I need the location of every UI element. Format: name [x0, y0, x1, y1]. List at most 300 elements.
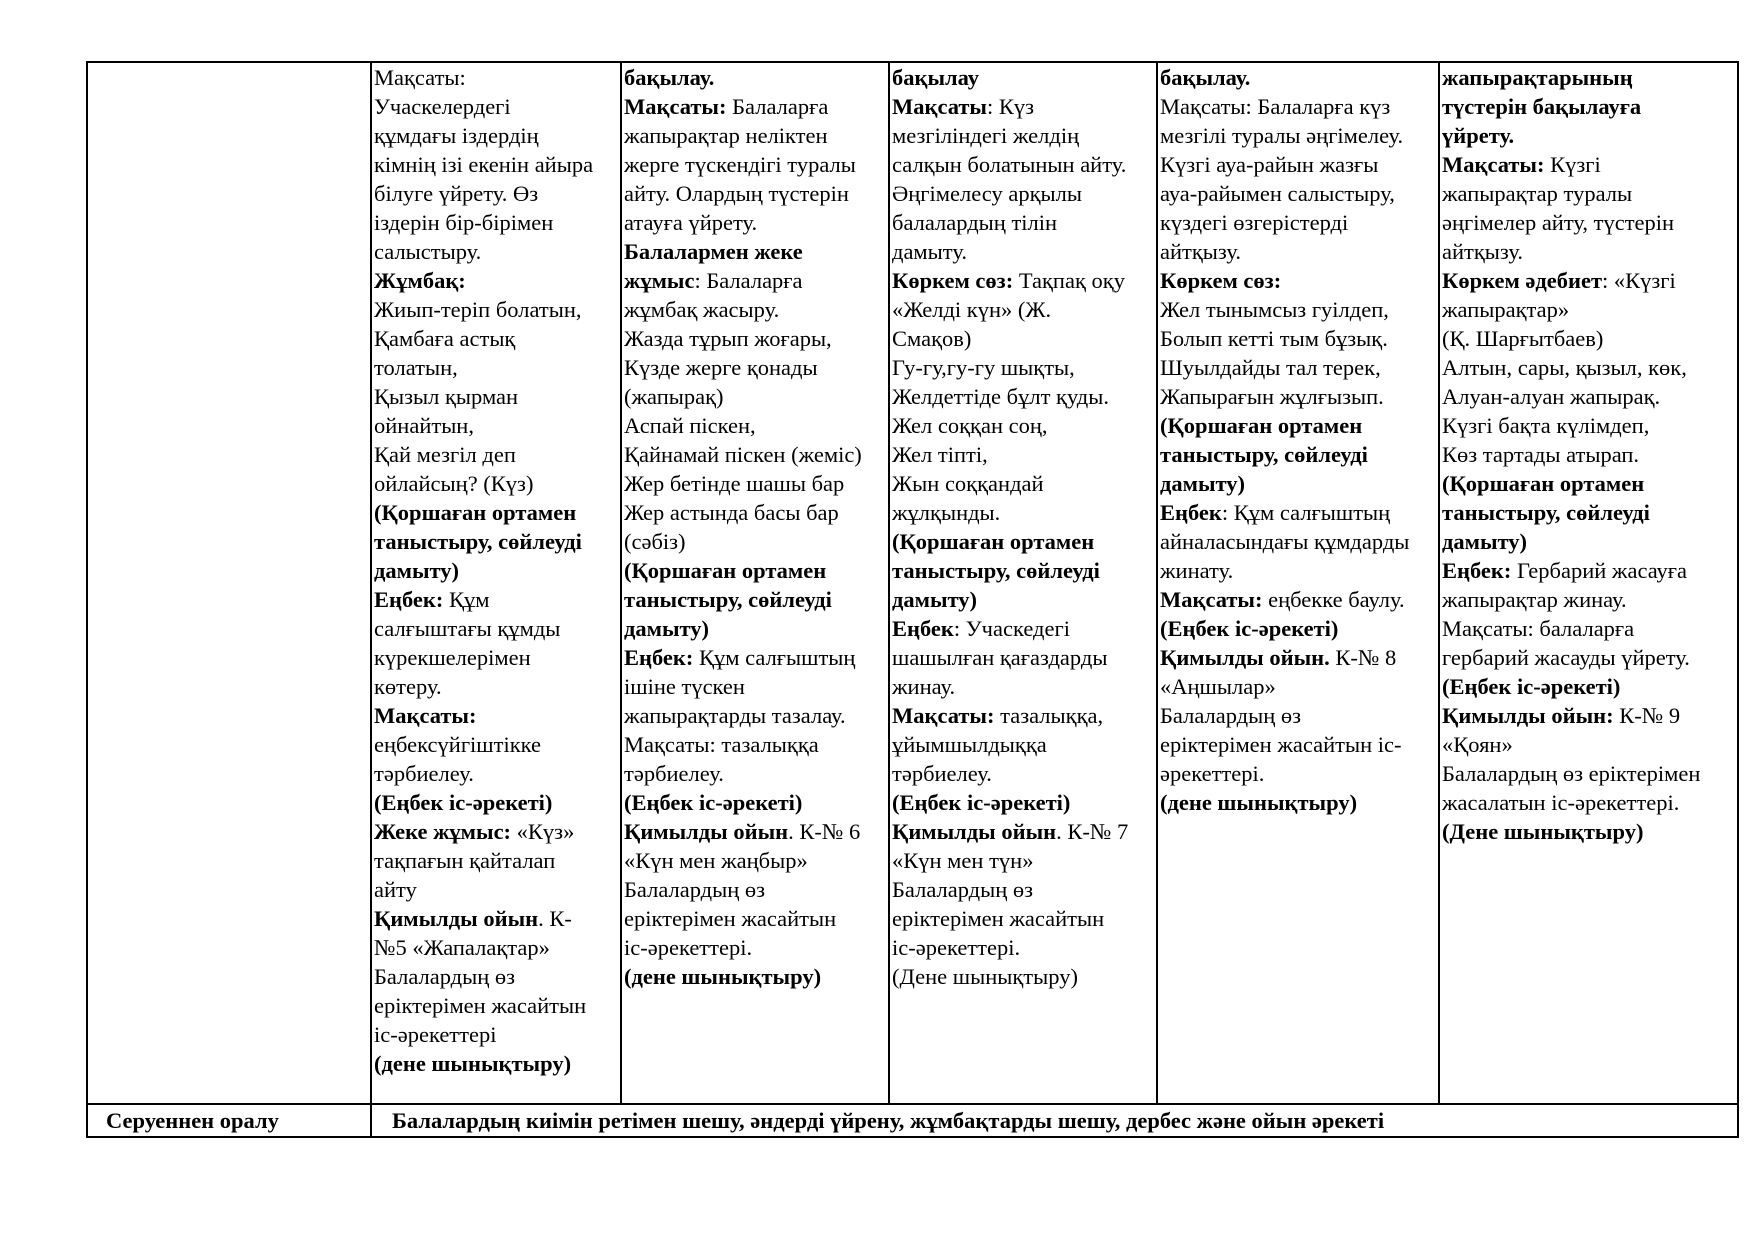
- return-label: Серуеннен оралу: [106, 1108, 279, 1133]
- text-line: [892, 440, 1156, 469]
- text-line: [1160, 672, 1438, 701]
- text-segment: жапырақтар жинау.: [1442, 587, 1627, 612]
- bold-segment: Көркем әдебиет: [1442, 268, 1603, 293]
- text-segment: : Құм салғыштың: [1221, 500, 1391, 525]
- bold-segment: (Қоршаған ортамен: [624, 558, 827, 583]
- bold-segment: Қимылды ойын.: [1160, 645, 1330, 670]
- text-segment: айналасындағы құмдарды: [1160, 529, 1410, 554]
- text-segment: Балалардың өз: [892, 877, 1034, 902]
- text-line: [892, 846, 1156, 875]
- text-segment: іс-әрекеттері: [374, 1022, 497, 1047]
- text-line: [374, 933, 620, 962]
- bold-segment: (дене шынықтыру): [374, 1051, 572, 1076]
- day-cell-1: [371, 62, 621, 1104]
- text-segment: іс-әрекеттері.: [624, 935, 753, 960]
- text-line: [374, 353, 620, 382]
- text-segment: Желдеттіде бұлт қуды.: [892, 384, 1109, 409]
- bold-segment: (Еңбек іс-әрекеті): [1160, 616, 1339, 641]
- text-line: [374, 295, 620, 324]
- bold-segment: Жеке жұмыс:: [374, 819, 512, 844]
- text-segment: Жапырағын жұлғызып.: [1160, 384, 1384, 409]
- text-line: [1442, 788, 1737, 817]
- text-segment: Алуан-алуан жапырақ.: [1442, 384, 1661, 409]
- text-line: [624, 585, 888, 614]
- bold-segment: бақылау: [892, 65, 980, 90]
- text-line: [1442, 150, 1737, 179]
- bold-segment: Көркем сөз:: [1160, 268, 1282, 293]
- text-segment: Алтын, сары, қызыл, көк,: [1442, 355, 1687, 380]
- text-line: [374, 208, 620, 237]
- bold-segment: Жұмбақ:: [374, 268, 466, 293]
- text-line: [1160, 266, 1438, 295]
- text-line: [374, 382, 620, 411]
- text-segment: жерге түскендігі туралы: [624, 152, 856, 177]
- text-line: [1160, 701, 1438, 730]
- text-segment: салғыштағы құмды: [374, 616, 561, 641]
- text-line: [892, 672, 1156, 701]
- text-segment: ауа-райымен салыстыру,: [1160, 181, 1395, 206]
- bold-segment: таныстыру, сөйлеуді: [624, 587, 832, 612]
- text-segment: Балалардың өз еріктерімен: [1442, 761, 1701, 786]
- bold-segment: Көркем сөз:: [892, 268, 1014, 293]
- text-segment: салыстыру.: [374, 239, 482, 264]
- text-segment: Күзгі бақта күлімдеп,: [1442, 413, 1650, 438]
- bold-segment: дамыту): [1160, 471, 1246, 496]
- text-line: [624, 150, 888, 179]
- text-line: [1442, 556, 1737, 585]
- text-segment: (Қ. Шарғытбаев): [1442, 326, 1604, 351]
- text-line: [892, 411, 1156, 440]
- text-line: [624, 672, 888, 701]
- text-segment: : Учаскедегі: [953, 616, 1070, 641]
- bold-segment: (Еңбек іс-әрекеті): [892, 790, 1071, 815]
- text-line: [374, 440, 620, 469]
- text-segment: Учаскелердегі: [374, 94, 511, 119]
- text-line: [1160, 179, 1438, 208]
- text-line: [1442, 672, 1737, 701]
- text-line: [374, 150, 620, 179]
- text-line: [1442, 295, 1737, 324]
- text-segment: көтеру.: [374, 674, 442, 699]
- text-line: [374, 846, 620, 875]
- text-line: [1442, 121, 1737, 150]
- text-segment: Жер бетінде шашы бар: [624, 471, 845, 496]
- text-line: [892, 556, 1156, 585]
- text-line: [1442, 92, 1737, 121]
- schedule-table: [86, 61, 1739, 1138]
- text-line: [1160, 614, 1438, 643]
- return-from-walk-row: [87, 1104, 1738, 1137]
- text-segment: жұлқынды.: [892, 500, 1001, 525]
- text-segment: Әңгімелесу арқылы: [892, 181, 1082, 206]
- text-segment: салқын болатынын айту.: [892, 152, 1127, 177]
- text-segment: (Дене шынықтыру): [892, 964, 1078, 989]
- text-segment: Жел тіпті,: [892, 442, 988, 467]
- text-line: [624, 556, 888, 585]
- text-line: [624, 208, 888, 237]
- text-segment: Жиып-теріп болатын,: [374, 297, 582, 322]
- text-line: [624, 121, 888, 150]
- text-segment: құмдағы іздердің: [374, 123, 539, 148]
- text-segment: : Балаларға: [694, 268, 803, 293]
- text-segment: Балаларға: [726, 94, 829, 119]
- text-line: [624, 962, 888, 991]
- text-line: [1442, 585, 1737, 614]
- return-label-cell: [87, 1104, 371, 1137]
- bold-segment: (Еңбек іс-әрекеті): [624, 790, 803, 815]
- text-line: [1160, 556, 1438, 585]
- text-segment: іздерін бір-бірімен: [374, 210, 554, 235]
- text-segment: атауға үйрету.: [624, 210, 758, 235]
- bold-segment: (Қоршаған ортамен: [892, 529, 1095, 554]
- bold-segment: жапырақтарының: [1442, 65, 1633, 90]
- text-segment: ойлайсың? (Күз): [374, 471, 534, 496]
- text-line: [624, 92, 888, 121]
- text-segment: ішіне түскен: [624, 674, 745, 699]
- text-segment: гербарий жасауды үйрету.: [1442, 645, 1690, 670]
- text-segment: күздегі өзгерістерді: [1160, 210, 1349, 235]
- text-segment: жапырақтар неліктен: [624, 123, 828, 148]
- text-segment: Гу-гу,гу-гу шықты,: [892, 355, 1075, 380]
- text-line: [624, 498, 888, 527]
- text-segment: тәрбиелеу.: [374, 761, 474, 786]
- text-line: [624, 266, 888, 295]
- text-segment: Мақсаты: тазалыққа: [624, 732, 819, 757]
- text-segment: айтқызу.: [1442, 239, 1523, 264]
- text-segment: Жел соққан соң,: [892, 413, 1048, 438]
- text-line: [1160, 788, 1438, 817]
- text-line: [1160, 411, 1438, 440]
- text-line: [1442, 208, 1737, 237]
- text-line: [374, 237, 620, 266]
- text-line: [1442, 759, 1737, 788]
- text-line: [1442, 237, 1737, 266]
- text-segment: жапырақтар туралы: [1442, 181, 1633, 206]
- text-line: [1442, 63, 1737, 92]
- text-line: [892, 208, 1156, 237]
- text-segment: . К-: [538, 906, 572, 931]
- text-line: [892, 817, 1156, 846]
- bold-segment: дамыту): [374, 558, 460, 583]
- text-line: [624, 933, 888, 962]
- text-segment: Жазда тұрып жоғары,: [624, 326, 832, 351]
- text-line: [374, 730, 620, 759]
- text-line: [374, 701, 620, 730]
- bold-segment: Еңбек:: [374, 587, 444, 612]
- text-segment: . К-№ 7: [1056, 819, 1129, 844]
- text-line: [892, 643, 1156, 672]
- text-line: [892, 63, 1156, 92]
- text-segment: жинау.: [892, 674, 956, 699]
- bold-segment: (Қоршаған ортамен: [1442, 471, 1645, 496]
- text-segment: тақпағын қайталап: [374, 848, 556, 873]
- text-line: [624, 353, 888, 382]
- text-segment: Қамбаға астық: [374, 326, 516, 351]
- text-line: [1442, 440, 1737, 469]
- text-line: [374, 991, 620, 1020]
- text-line: [892, 266, 1156, 295]
- text-segment: Көз тартады атырап.: [1442, 442, 1640, 467]
- text-segment: Балалардың өз: [1160, 703, 1302, 728]
- text-segment: К-№ 8: [1329, 645, 1397, 670]
- text-line: [1160, 208, 1438, 237]
- text-segment: күрекшелерімен: [374, 645, 531, 670]
- text-line: [624, 759, 888, 788]
- text-segment: Мақсаты: Балаларға күз: [1160, 94, 1391, 119]
- text-segment: Аспай піскен,: [624, 413, 756, 438]
- return-text-cell: [371, 1104, 1738, 1137]
- text-line: [624, 527, 888, 556]
- text-segment: еріктерімен жасайтын: [374, 993, 587, 1018]
- text-segment: Гербарий жасауға: [1511, 558, 1688, 583]
- row-label-cell: [87, 62, 371, 1104]
- text-segment: «Аңшылар»: [1160, 674, 1276, 699]
- text-line: [374, 759, 620, 788]
- text-line: [1442, 382, 1737, 411]
- text-line: [892, 353, 1156, 382]
- text-segment: Болып кетті тым бұзық.: [1160, 326, 1388, 351]
- text-line: [374, 324, 620, 353]
- bold-segment: бақылау.: [624, 65, 715, 90]
- text-line: [624, 295, 888, 324]
- text-line: [1442, 614, 1737, 643]
- text-line: [374, 1020, 620, 1049]
- bold-segment: Еңбек:: [1442, 558, 1512, 583]
- text-line: [1160, 92, 1438, 121]
- text-line: [624, 614, 888, 643]
- text-line: [892, 701, 1156, 730]
- text-line: [892, 962, 1156, 991]
- text-line: [892, 150, 1156, 179]
- bold-segment: Еңбек:: [624, 645, 694, 670]
- text-line: [892, 788, 1156, 817]
- text-segment: Смақов): [892, 326, 972, 351]
- text-line: [892, 759, 1156, 788]
- bold-segment: Еңбек: [892, 616, 954, 641]
- bold-segment: таныстыру, сөйлеуді: [1160, 442, 1368, 467]
- text-line: [374, 179, 620, 208]
- text-segment: айту. Олардың түстерін: [624, 181, 849, 206]
- text-segment: Шуылдайды тал терек,: [1160, 355, 1381, 380]
- text-line: [1442, 353, 1737, 382]
- text-line: [1160, 63, 1438, 92]
- text-segment: Мақсаты:: [374, 65, 466, 90]
- text-line: [624, 411, 888, 440]
- bold-segment: Мақсаты:: [624, 94, 727, 119]
- text-segment: мезгіліндегі желдің: [892, 123, 1080, 148]
- day-cell-3: [889, 62, 1157, 1104]
- text-segment: Тақпақ оқу: [1013, 268, 1125, 293]
- text-segment: кімнің ізі екенін айыра: [374, 152, 594, 177]
- text-line: [892, 904, 1156, 933]
- text-line: [1160, 469, 1438, 498]
- text-segment: іс-әрекеттері.: [892, 935, 1021, 960]
- text-segment: еріктерімен жасайтын: [892, 906, 1105, 931]
- text-segment: : «Күзгі: [1602, 268, 1676, 293]
- bold-segment: (Дене шынықтыру): [1442, 819, 1644, 844]
- bold-segment: (Еңбек іс-әрекеті): [374, 790, 553, 815]
- text-segment: Жер астында басы бар: [624, 500, 839, 525]
- text-line: [624, 179, 888, 208]
- text-line: [892, 382, 1156, 411]
- bold-segment: Қимылды ойын:: [1442, 703, 1614, 728]
- day-cell-2: [621, 62, 889, 1104]
- text-line: [624, 382, 888, 411]
- text-line: [1160, 324, 1438, 353]
- text-line: [1442, 643, 1737, 672]
- text-line: [892, 614, 1156, 643]
- bold-segment: Балалармен жеке: [624, 239, 803, 264]
- text-segment: (жапырақ): [624, 384, 724, 409]
- text-line: [892, 295, 1156, 324]
- text-line: [892, 121, 1156, 150]
- text-line: [374, 469, 620, 498]
- text-segment: әңгімелер айту, түстерін: [1442, 210, 1675, 235]
- text-segment: Жын соққандай: [892, 471, 1044, 496]
- text-line: [624, 237, 888, 266]
- text-line: [374, 875, 620, 904]
- text-segment: білуге үйрету. Өз: [374, 181, 539, 206]
- text-segment: тәрбиелеу.: [624, 761, 724, 786]
- text-segment: «Күн мен жаңбыр»: [624, 848, 808, 873]
- text-line: [1442, 730, 1737, 759]
- text-segment: дамыту.: [892, 239, 967, 264]
- text-line: [374, 1049, 620, 1078]
- text-segment: еріктерімен жасайтын: [624, 906, 837, 931]
- text-line: [1442, 701, 1737, 730]
- bold-segment: Еңбек: [1160, 500, 1222, 525]
- text-line: [1442, 817, 1737, 846]
- text-segment: Құм салғыштың: [693, 645, 856, 670]
- text-line: [1442, 266, 1737, 295]
- text-line: [1160, 382, 1438, 411]
- text-line: [1160, 643, 1438, 672]
- return-text: Балалардың киімін ретімен шешу, әндерді үйрену, жұмбақтарды шешу, дербес және ойын әрекеті: [392, 1108, 1385, 1133]
- text-segment: Қызыл қырман: [374, 384, 519, 409]
- text-segment: ұйымшылдыққа: [892, 732, 1047, 757]
- bold-segment: (Қоршаған ортамен: [374, 500, 577, 525]
- text-segment: Күзгі ауа-райын жазғы: [1160, 152, 1379, 177]
- text-segment: еңбекке баулу.: [1262, 587, 1405, 612]
- text-line: [1160, 759, 1438, 788]
- text-segment: Мақсаты: балаларға: [1442, 616, 1635, 641]
- text-line: [624, 788, 888, 817]
- text-segment: жұмбақ жасыру.: [624, 297, 780, 322]
- text-segment: Құм: [443, 587, 490, 612]
- bold-segment: дамыту): [892, 587, 978, 612]
- bold-segment: Мақсаты:: [1442, 152, 1545, 177]
- text-segment: «Күн мен түн»: [892, 848, 1034, 873]
- text-segment: айтқызу.: [1160, 239, 1241, 264]
- bold-segment: (Қоршаған ортамен: [1160, 413, 1363, 438]
- text-segment: тәрбиелеу.: [892, 761, 992, 786]
- text-segment: К-№ 9: [1613, 703, 1681, 728]
- day-cell-5: [1439, 62, 1738, 1104]
- text-line: [1442, 324, 1737, 353]
- bold-segment: Мақсаты:: [892, 703, 995, 728]
- bold-segment: (дене шынықтыру): [624, 964, 822, 989]
- text-segment: тазалыққа,: [994, 703, 1104, 728]
- bold-segment: Қимылды ойын: [374, 906, 539, 931]
- bold-segment: таныстыру, сөйлеуді: [892, 558, 1100, 583]
- text-line: [1442, 498, 1737, 527]
- text-line: [374, 585, 620, 614]
- text-line: [1160, 150, 1438, 179]
- text-line: [624, 701, 888, 730]
- text-line: [624, 817, 888, 846]
- text-line: [1442, 527, 1737, 556]
- text-line: [374, 266, 620, 295]
- text-segment: әрекеттері.: [1160, 761, 1265, 786]
- text-segment: жапырақтар»: [1442, 297, 1570, 322]
- text-segment: . К-№ 6: [788, 819, 861, 844]
- bold-segment: таныстыру, сөйлеуді: [1442, 500, 1650, 525]
- text-line: [1160, 527, 1438, 556]
- text-segment: «Желді күн» (Ж.: [892, 297, 1052, 322]
- text-line: [1160, 498, 1438, 527]
- text-line: [374, 643, 620, 672]
- walk-activities-row: [87, 62, 1738, 1104]
- text-segment: айту: [374, 877, 417, 902]
- text-segment: еріктерімен жасайтын іс-: [1160, 732, 1402, 757]
- text-segment: Балалардың өз: [374, 964, 516, 989]
- text-line: [892, 324, 1156, 353]
- text-segment: жасалатын іс-әрекеттері.: [1442, 790, 1680, 815]
- text-segment: Қай мезгіл деп: [374, 442, 516, 467]
- text-segment: балалардың тілін: [892, 210, 1058, 235]
- text-segment: мезгілі туралы әңгімелеу.: [1160, 123, 1404, 148]
- text-line: [624, 440, 888, 469]
- bold-segment: үйрету.: [1442, 123, 1515, 148]
- text-line: [624, 904, 888, 933]
- text-line: [624, 875, 888, 904]
- text-line: [1160, 121, 1438, 150]
- text-segment: Балалардың өз: [624, 877, 766, 902]
- text-segment: Жел тынымсыз гуілдеп,: [1160, 297, 1389, 322]
- text-line: [624, 846, 888, 875]
- bold-segment: жұмыс: [624, 268, 695, 293]
- text-line: [892, 469, 1156, 498]
- text-line: [1442, 469, 1737, 498]
- text-line: [624, 730, 888, 759]
- text-segment: Қайнамай піскен (жеміс): [624, 442, 862, 467]
- text-line: [1442, 179, 1737, 208]
- text-line: [892, 875, 1156, 904]
- bold-segment: дамыту): [1442, 529, 1528, 554]
- text-line: [892, 92, 1156, 121]
- text-segment: жинату.: [1160, 558, 1234, 583]
- text-line: [624, 643, 888, 672]
- text-line: [374, 527, 620, 556]
- text-segment: шашылған қағаздарды: [892, 645, 1108, 670]
- text-segment: Күзгі: [1544, 152, 1601, 177]
- text-segment: ойнайтын,: [374, 413, 474, 438]
- bold-segment: Мақсаты:: [1160, 587, 1263, 612]
- text-line: [374, 92, 620, 121]
- text-line: [892, 730, 1156, 759]
- text-segment: №5 «Жапалақтар»: [374, 935, 550, 960]
- text-segment: жапырақтарды тазалау.: [624, 703, 846, 728]
- text-line: [374, 614, 620, 643]
- bold-segment: бақылау.: [1160, 65, 1251, 90]
- text-segment: (сәбіз): [624, 529, 686, 554]
- text-segment: «Қоян»: [1442, 732, 1513, 757]
- text-line: [1160, 353, 1438, 382]
- text-line: [624, 63, 888, 92]
- text-line: [374, 411, 620, 440]
- text-line: [374, 556, 620, 585]
- text-line: [892, 237, 1156, 266]
